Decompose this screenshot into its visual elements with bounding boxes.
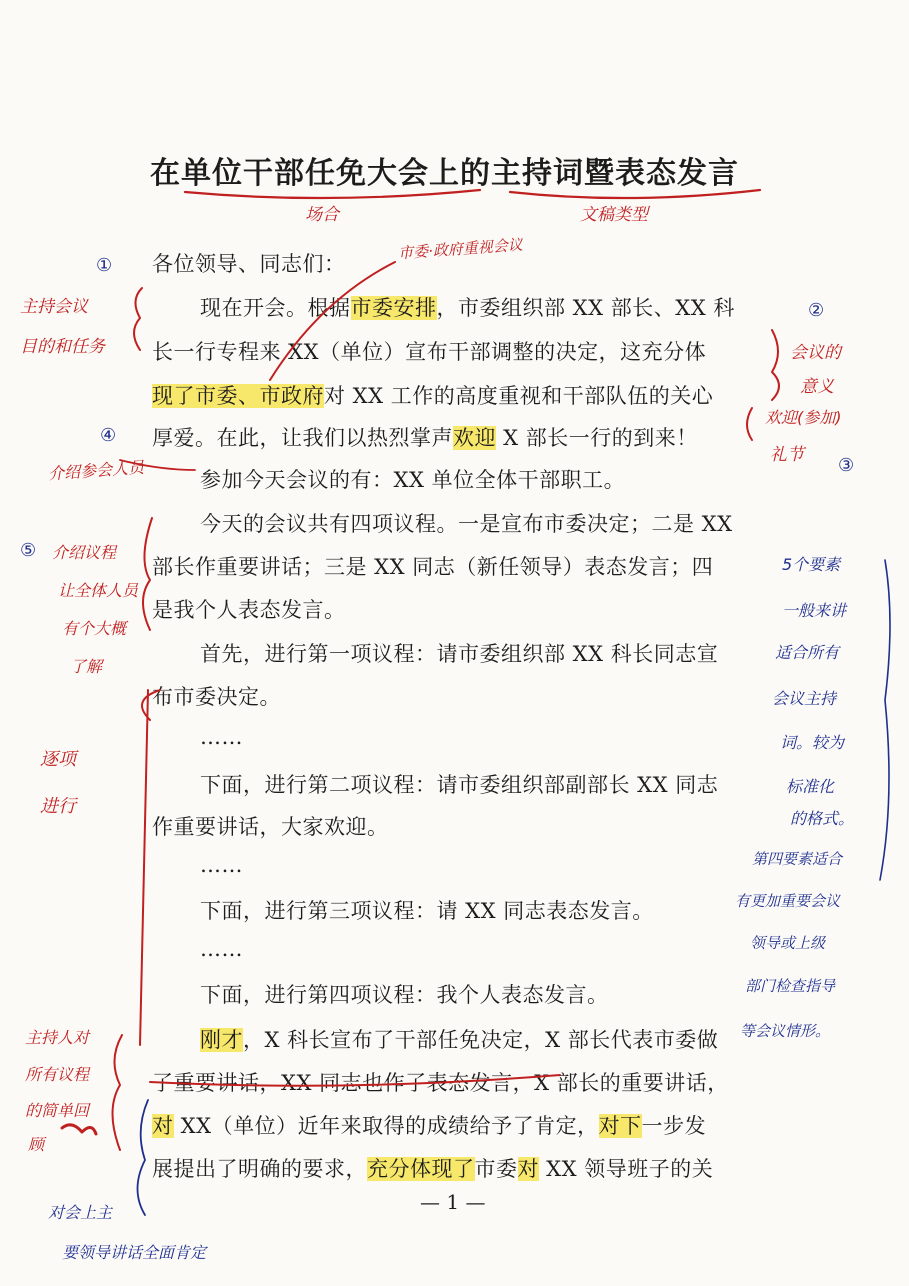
- highlighted-text: 对下: [598, 1114, 642, 1138]
- annotation-bottom-a: 对会上主: [48, 1203, 113, 1222]
- body-line: 首先，进行第一项议程：请市委组织部 XX 科长同志宣: [200, 642, 719, 666]
- scribble-mark: [62, 1125, 96, 1134]
- body-line: 布市委决定。: [152, 685, 281, 709]
- annotation-lower-c: 的简单回: [25, 1101, 90, 1120]
- annotation-bottom-b: 要领导讲话全面肯定: [62, 1243, 207, 1262]
- body-line: [152, 380, 713, 410]
- annotation-right-l: 等会议情形。: [740, 1022, 831, 1040]
- annotation-right-3b: 礼节: [770, 445, 804, 465]
- line-left-items: [140, 690, 148, 1045]
- body-line: [152, 1110, 706, 1140]
- body-line: 了重要讲话，XX 同志也作了表态发言，X 部长的重要讲话，: [152, 1071, 729, 1095]
- text-segment: 市委: [474, 1157, 518, 1181]
- annotation-zhuxiang: 逐项: [40, 749, 76, 770]
- text-segment: X 部长一行的到来！: [496, 426, 698, 450]
- body-line: 各位领导、同志们：: [152, 252, 346, 276]
- annotation-right-d: 会议主持: [772, 689, 837, 708]
- body-line: ……: [200, 937, 243, 961]
- annotation-number-1: ①: [96, 255, 113, 276]
- annotation-lower-b: 所有议程: [25, 1065, 90, 1084]
- document-title: 在单位干部任免大会上的主持词暨表态发言: [150, 156, 739, 191]
- body-line: 部长作重要讲话；三是 XX 同志（新任领导）表态发言；四: [152, 555, 714, 579]
- annotation-right-f: 标准化: [786, 777, 835, 796]
- annotation-number-4: ④: [100, 425, 117, 446]
- page-number: — 1 —: [420, 1190, 486, 1214]
- text-segment: 厚爱。在此，让我们以热烈掌声: [152, 426, 453, 450]
- brace-bottom: [138, 1100, 149, 1215]
- brace-lower: [113, 1035, 123, 1150]
- annotation-right-k: 部门检查指导: [745, 977, 836, 995]
- annotation-left-5d: 了解: [70, 657, 103, 676]
- body-line: ……: [200, 853, 243, 877]
- highlighted-text: 现了市委、市政府: [152, 384, 324, 408]
- text-segment: 对 XX 工作的高度重视和干部队伍的关心: [324, 384, 714, 408]
- annotation-number-3: ③: [838, 455, 855, 476]
- highlighted-text: 市委安排: [350, 296, 437, 320]
- text-segment: XX 领导班子的关: [539, 1157, 714, 1181]
- highlighted-text: 对: [152, 1114, 174, 1138]
- text-segment: 展提出了明确的要求，: [152, 1157, 367, 1181]
- body-line: [200, 292, 735, 322]
- body-line: [152, 422, 698, 452]
- body-line: 是我个人表态发言。: [152, 598, 346, 622]
- body-line: 下面，进行第二项议程：请市委组织部副部长 XX 同志: [200, 773, 719, 797]
- body-line: 作重要讲话，大家欢迎。: [152, 815, 389, 839]
- annotation-right-b: 一般来讲: [782, 601, 847, 620]
- brace-left-5: [143, 518, 152, 630]
- annotation-left-5b: 让全体人员: [58, 581, 139, 600]
- body-line: 长一行专程来 XX（单位）宣布干部调整的决定，这充分体: [152, 340, 707, 364]
- annotation-left-1b: 目的和任务: [20, 337, 105, 357]
- annotation-right-2a: 会议的: [790, 343, 841, 363]
- highlighted-text: 欢迎: [453, 426, 496, 450]
- brace-right-3: [747, 408, 752, 440]
- annotation-right-g: 的格式。: [790, 809, 855, 828]
- annotation-lower-d: 顾: [28, 1135, 45, 1154]
- highlighted-text: 充分体现了: [367, 1157, 475, 1181]
- body-line: 今天的会议共有四项议程。一是宣布市委决定；二是 XX: [200, 512, 733, 536]
- text-segment: 现在开会。根据: [200, 296, 351, 320]
- brace-left-1: [134, 288, 142, 350]
- annotation-right-e: 词。较为: [780, 733, 845, 752]
- annotation-right-a: 5个要素: [782, 555, 841, 574]
- highlighted-text: 刚才: [200, 1028, 243, 1052]
- body-line: [200, 1024, 718, 1054]
- bracket-right-blue: [880, 560, 890, 880]
- text-segment: ，X 科长宣布了干部任免决定，X 部长代表市委做: [243, 1028, 719, 1052]
- text-segment: XX（单位）近年来取得的成绩给予了肯定，: [173, 1114, 599, 1138]
- annotation-right-j: 领导或上级: [750, 934, 826, 952]
- annotation-left-1a: 主持会议: [20, 297, 88, 317]
- text-segment: ，市委组织部 XX 部长、XX 科: [436, 296, 735, 320]
- body-line: 下面，进行第三项议程：请 XX 同志表态发言。: [200, 899, 654, 923]
- brace-right-2: [772, 330, 779, 400]
- annotation-right-h: 第四要素适合: [752, 850, 843, 868]
- annotation-wengao: 文稿类型: [580, 205, 648, 225]
- body-line: [152, 1153, 713, 1183]
- annotation-left-4: 介绍参会人员: [47, 457, 145, 484]
- annotation-right-3a: 欢迎(参加): [765, 408, 842, 427]
- annotation-right-2b: 意义: [800, 377, 834, 397]
- annotation-right-c: 适合所有: [775, 643, 840, 662]
- annotation-jinxing: 进行: [40, 796, 76, 817]
- annotation-shizheng: 市委·政府重视会议: [397, 235, 524, 263]
- annotation-right-i: 有更加重要会议: [735, 892, 841, 910]
- annotation-left-5c: 有个大概: [62, 619, 127, 638]
- highlighted-text: 对: [517, 1157, 539, 1181]
- annotation-lower-a: 主持人对: [25, 1028, 90, 1047]
- annotation-changhe: 场合: [305, 205, 339, 225]
- body-line: 参加今天会议的有：XX 单位全体干部职工。: [200, 468, 626, 492]
- annotation-number-2: ②: [808, 300, 825, 321]
- annotation-left-5a: 介绍议程: [52, 543, 117, 562]
- annotation-number-5: ⑤: [20, 540, 37, 561]
- body-line: ……: [200, 725, 243, 749]
- text-segment: 一步发: [641, 1114, 707, 1138]
- body-line: 下面，进行第四项议程：我个人表态发言。: [200, 983, 609, 1007]
